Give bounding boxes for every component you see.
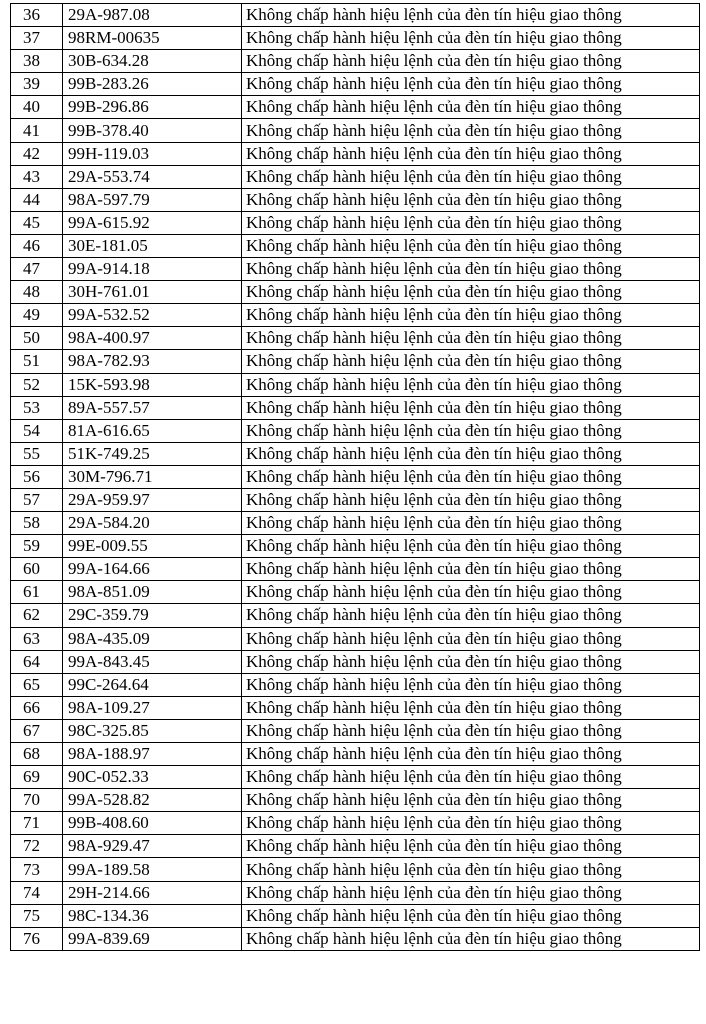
- table-row: [11, 327, 700, 350]
- license-plate-cell: 51K-749.25: [63, 442, 242, 465]
- license-plate-cell: 15K-593.98: [63, 373, 242, 396]
- row-number-cell: 43: [11, 165, 63, 188]
- license-plate-cell: 29A-987.08: [63, 4, 242, 27]
- violations-table: [10, 3, 700, 951]
- license-plate-cell: 89A-557.57: [63, 396, 242, 419]
- table-row: [11, 673, 700, 696]
- violation-cell: Không chấp hành hiệu lệnh của đèn tín hiệu giao thông: [242, 465, 700, 488]
- row-number-cell: 44: [11, 188, 63, 211]
- violation-cell: Không chấp hành hiệu lệnh của đèn tín hiệu giao thông: [242, 719, 700, 742]
- license-plate-cell: 81A-616.65: [63, 419, 242, 442]
- row-number-cell: 36: [11, 4, 63, 27]
- row-number-cell: 59: [11, 535, 63, 558]
- table-row: [11, 650, 700, 673]
- row-number-cell: 73: [11, 858, 63, 881]
- license-plate-cell: 99H-119.03: [63, 142, 242, 165]
- row-number-cell: 50: [11, 327, 63, 350]
- row-number-cell: 49: [11, 304, 63, 327]
- table-row: [11, 373, 700, 396]
- license-plate-cell: 30E-181.05: [63, 234, 242, 257]
- table-row: [11, 604, 700, 627]
- table-row: [11, 96, 700, 119]
- violation-cell: Không chấp hành hiệu lệnh của đèn tín hiệu giao thông: [242, 442, 700, 465]
- table-row: [11, 696, 700, 719]
- table-row: [11, 558, 700, 581]
- violation-cell: Không chấp hành hiệu lệnh của đèn tín hiệu giao thông: [242, 165, 700, 188]
- license-plate-cell: 29H-214.66: [63, 881, 242, 904]
- license-plate-cell: 99B-378.40: [63, 119, 242, 142]
- row-number-cell: 41: [11, 119, 63, 142]
- violation-cell: Không chấp hành hiệu lệnh của đèn tín hiệu giao thông: [242, 535, 700, 558]
- row-number-cell: 66: [11, 696, 63, 719]
- violation-cell: Không chấp hành hiệu lệnh của đèn tín hiệu giao thông: [242, 604, 700, 627]
- table-row: [11, 304, 700, 327]
- table-row: [11, 234, 700, 257]
- violation-cell: Không chấp hành hiệu lệnh của đèn tín hiệu giao thông: [242, 327, 700, 350]
- license-plate-cell: 99B-283.26: [63, 73, 242, 96]
- license-plate-cell: 99B-296.86: [63, 96, 242, 119]
- violation-cell: Không chấp hành hiệu lệnh của đèn tín hiệu giao thông: [242, 142, 700, 165]
- table-row: [11, 904, 700, 927]
- row-number-cell: 46: [11, 234, 63, 257]
- row-number-cell: 64: [11, 650, 63, 673]
- table-row: [11, 258, 700, 281]
- violation-cell: Không chấp hành hiệu lệnh của đèn tín hiệu giao thông: [242, 50, 700, 73]
- license-plate-cell: 99A-189.58: [63, 858, 242, 881]
- table-row: [11, 719, 700, 742]
- row-number-cell: 37: [11, 27, 63, 50]
- row-number-cell: 55: [11, 442, 63, 465]
- table-row: [11, 419, 700, 442]
- license-plate-cell: 99B-408.60: [63, 812, 242, 835]
- table-row: [11, 165, 700, 188]
- violation-cell: Không chấp hành hiệu lệnh của đèn tín hiệu giao thông: [242, 858, 700, 881]
- table-row: [11, 465, 700, 488]
- license-plate-cell: 90C-052.33: [63, 766, 242, 789]
- violation-cell: Không chấp hành hiệu lệnh của đèn tín hiệu giao thông: [242, 488, 700, 511]
- violation-cell: Không chấp hành hiệu lệnh của đèn tín hiệu giao thông: [242, 96, 700, 119]
- row-number-cell: 56: [11, 465, 63, 488]
- table-row: [11, 581, 700, 604]
- violation-cell: Không chấp hành hiệu lệnh của đèn tín hiệu giao thông: [242, 766, 700, 789]
- license-plate-cell: 99C-264.64: [63, 673, 242, 696]
- table-row: [11, 627, 700, 650]
- license-plate-cell: 99A-164.66: [63, 558, 242, 581]
- row-number-cell: 75: [11, 904, 63, 927]
- table-row: [11, 789, 700, 812]
- row-number-cell: 51: [11, 350, 63, 373]
- row-number-cell: 61: [11, 581, 63, 604]
- violation-cell: Không chấp hành hiệu lệnh của đèn tín hiệu giao thông: [242, 650, 700, 673]
- table-row: [11, 211, 700, 234]
- table-row: [11, 119, 700, 142]
- violation-cell: Không chấp hành hiệu lệnh của đèn tín hiệu giao thông: [242, 73, 700, 96]
- row-number-cell: 69: [11, 766, 63, 789]
- row-number-cell: 54: [11, 419, 63, 442]
- license-plate-cell: 99A-532.52: [63, 304, 242, 327]
- table-row: [11, 142, 700, 165]
- table-row: [11, 881, 700, 904]
- violation-cell: Không chấp hành hiệu lệnh của đèn tín hiệu giao thông: [242, 419, 700, 442]
- table-row: [11, 812, 700, 835]
- violation-cell: Không chấp hành hiệu lệnh của đèn tín hiệu giao thông: [242, 881, 700, 904]
- row-number-cell: 72: [11, 835, 63, 858]
- license-plate-cell: 99A-528.82: [63, 789, 242, 812]
- table-row: [11, 927, 700, 950]
- table-row: [11, 188, 700, 211]
- license-plate-cell: 30B-634.28: [63, 50, 242, 73]
- license-plate-cell: 98C-134.36: [63, 904, 242, 927]
- table-row: [11, 4, 700, 27]
- table-row: [11, 766, 700, 789]
- row-number-cell: 53: [11, 396, 63, 419]
- table-row: [11, 50, 700, 73]
- violation-cell: Không chấp hành hiệu lệnh của đèn tín hiệu giao thông: [242, 627, 700, 650]
- license-plate-cell: 99A-615.92: [63, 211, 242, 234]
- license-plate-cell: 98A-782.93: [63, 350, 242, 373]
- violation-cell: Không chấp hành hiệu lệnh của đèn tín hiệu giao thông: [242, 258, 700, 281]
- row-number-cell: 67: [11, 719, 63, 742]
- row-number-cell: 63: [11, 627, 63, 650]
- violation-cell: Không chấp hành hiệu lệnh của đèn tín hiệu giao thông: [242, 211, 700, 234]
- table-row: [11, 858, 700, 881]
- row-number-cell: 52: [11, 373, 63, 396]
- violation-cell: Không chấp hành hiệu lệnh của đèn tín hiệu giao thông: [242, 350, 700, 373]
- license-plate-cell: 30M-796.71: [63, 465, 242, 488]
- table-row: [11, 442, 700, 465]
- row-number-cell: 57: [11, 488, 63, 511]
- violation-cell: Không chấp hành hiệu lệnh của đèn tín hiệu giao thông: [242, 904, 700, 927]
- table-row: [11, 743, 700, 766]
- table-row: [11, 512, 700, 535]
- row-number-cell: 65: [11, 673, 63, 696]
- license-plate-cell: 98C-325.85: [63, 719, 242, 742]
- violation-cell: Không chấp hành hiệu lệnh của đèn tín hiệu giao thông: [242, 234, 700, 257]
- violation-cell: Không chấp hành hiệu lệnh của đèn tín hiệu giao thông: [242, 281, 700, 304]
- table-row: [11, 281, 700, 304]
- license-plate-cell: 99A-914.18: [63, 258, 242, 281]
- row-number-cell: 70: [11, 789, 63, 812]
- table-row: [11, 835, 700, 858]
- license-plate-cell: 29A-553.74: [63, 165, 242, 188]
- violation-cell: Không chấp hành hiệu lệnh của đèn tín hiệu giao thông: [242, 188, 700, 211]
- violation-cell: Không chấp hành hiệu lệnh của đèn tín hiệu giao thông: [242, 512, 700, 535]
- row-number-cell: 68: [11, 743, 63, 766]
- violation-cell: Không chấp hành hiệu lệnh của đèn tín hiệu giao thông: [242, 743, 700, 766]
- license-plate-cell: 98RM-00635: [63, 27, 242, 50]
- violation-cell: Không chấp hành hiệu lệnh của đèn tín hiệu giao thông: [242, 27, 700, 50]
- violations-table-body: [11, 4, 700, 951]
- table-row: [11, 535, 700, 558]
- violation-cell: Không chấp hành hiệu lệnh của đèn tín hiệu giao thông: [242, 927, 700, 950]
- license-plate-cell: 99E-009.55: [63, 535, 242, 558]
- row-number-cell: 42: [11, 142, 63, 165]
- row-number-cell: 74: [11, 881, 63, 904]
- license-plate-cell: 98A-851.09: [63, 581, 242, 604]
- violation-cell: Không chấp hành hiệu lệnh của đèn tín hiệu giao thông: [242, 789, 700, 812]
- row-number-cell: 48: [11, 281, 63, 304]
- license-plate-cell: 98A-929.47: [63, 835, 242, 858]
- violation-cell: Không chấp hành hiệu lệnh của đèn tín hiệu giao thông: [242, 558, 700, 581]
- row-number-cell: 71: [11, 812, 63, 835]
- violation-cell: Không chấp hành hiệu lệnh của đèn tín hiệu giao thông: [242, 835, 700, 858]
- row-number-cell: 62: [11, 604, 63, 627]
- license-plate-cell: 29C-359.79: [63, 604, 242, 627]
- table-row: [11, 350, 700, 373]
- row-number-cell: 39: [11, 73, 63, 96]
- table-row: [11, 27, 700, 50]
- violation-cell: Không chấp hành hiệu lệnh của đèn tín hiệu giao thông: [242, 696, 700, 719]
- license-plate-cell: 98A-400.97: [63, 327, 242, 350]
- license-plate-cell: 98A-188.97: [63, 743, 242, 766]
- license-plate-cell: 98A-109.27: [63, 696, 242, 719]
- row-number-cell: 38: [11, 50, 63, 73]
- license-plate-cell: 98A-597.79: [63, 188, 242, 211]
- license-plate-cell: 98A-435.09: [63, 627, 242, 650]
- license-plate-cell: 29A-584.20: [63, 512, 242, 535]
- table-row: [11, 73, 700, 96]
- violation-cell: Không chấp hành hiệu lệnh của đèn tín hiệu giao thông: [242, 812, 700, 835]
- table-row: [11, 488, 700, 511]
- violation-cell: Không chấp hành hiệu lệnh của đèn tín hiệu giao thông: [242, 581, 700, 604]
- row-number-cell: 60: [11, 558, 63, 581]
- license-plate-cell: 99A-839.69: [63, 927, 242, 950]
- license-plate-cell: 99A-843.45: [63, 650, 242, 673]
- license-plate-cell: 29A-959.97: [63, 488, 242, 511]
- row-number-cell: 47: [11, 258, 63, 281]
- violation-cell: Không chấp hành hiệu lệnh của đèn tín hiệu giao thông: [242, 673, 700, 696]
- violation-cell: Không chấp hành hiệu lệnh của đèn tín hiệu giao thông: [242, 4, 700, 27]
- table-row: [11, 396, 700, 419]
- violation-cell: Không chấp hành hiệu lệnh của đèn tín hiệu giao thông: [242, 396, 700, 419]
- row-number-cell: 45: [11, 211, 63, 234]
- row-number-cell: 76: [11, 927, 63, 950]
- row-number-cell: 40: [11, 96, 63, 119]
- license-plate-cell: 30H-761.01: [63, 281, 242, 304]
- violation-cell: Không chấp hành hiệu lệnh của đèn tín hiệu giao thông: [242, 119, 700, 142]
- violation-cell: Không chấp hành hiệu lệnh của đèn tín hiệu giao thông: [242, 304, 700, 327]
- violation-cell: Không chấp hành hiệu lệnh của đèn tín hiệu giao thông: [242, 373, 700, 396]
- row-number-cell: 58: [11, 512, 63, 535]
